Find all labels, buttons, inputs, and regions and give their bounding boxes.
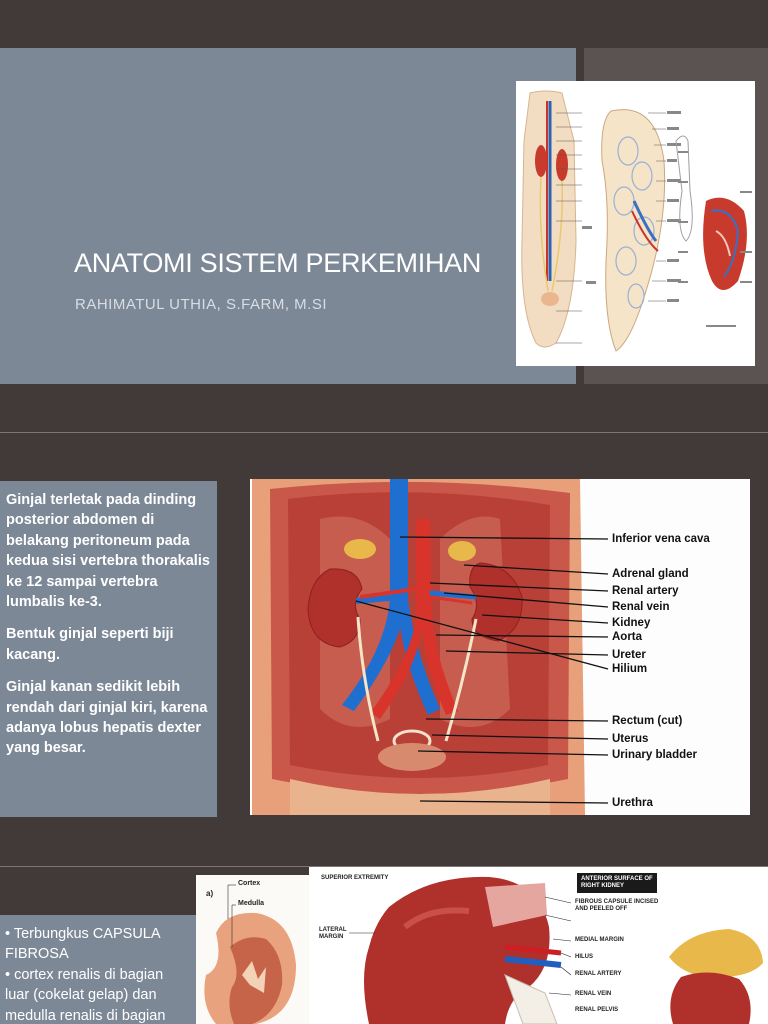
paragraph-location: Ginjal terletak pada dinding posterior abdomen di belakang peritoneum pada kedua sisi vertebra thorakalis ke 12 sampai vertebra lumbalis ke-3. bbox=[6, 492, 210, 611]
description-panel bbox=[0, 481, 217, 817]
label-urethra: Urethra bbox=[612, 797, 653, 809]
label-hilus: HILUS bbox=[575, 954, 593, 960]
label-renal-artery: RENAL ARTERY bbox=[575, 971, 622, 977]
kidney-section-figure bbox=[196, 875, 309, 1024]
slide-title: ANATOMI SISTEM PERKEMIHAN bbox=[74, 248, 482, 278]
label-fibrous-capsule: FIBROUS CAPSULE INCISED AND PEELED OFF bbox=[575, 899, 659, 912]
label-medial-margin: MEDIAL MARGIN bbox=[575, 937, 624, 943]
title-band bbox=[0, 48, 576, 384]
label-renal-vein: Renal vein bbox=[612, 601, 670, 613]
right-kidney-drawing bbox=[309, 867, 768, 1024]
label-anterior-surface: ANTERIOR SURFACE OF RIGHT KIDNEY bbox=[581, 876, 653, 889]
label-medulla: Medulla bbox=[238, 900, 265, 907]
abdomen-drawing bbox=[250, 479, 750, 815]
slide-subtitle: RAHIMATUL UTHIA, S.FARM, M.SI bbox=[75, 296, 328, 313]
label-lateral-margin: LATERAL MARGIN bbox=[319, 927, 347, 940]
kidney-structure-slide bbox=[0, 867, 768, 1024]
label-rectum: Rectum (cut) bbox=[612, 715, 683, 727]
label-uterus: Uterus bbox=[612, 733, 649, 745]
label-cortex: Cortex bbox=[238, 880, 261, 887]
panel-letter: a) bbox=[206, 889, 214, 898]
label-renal-pelvis: RENAL PELVIS bbox=[575, 1007, 619, 1013]
bullet-panel bbox=[0, 915, 196, 1024]
label-ureter: Ureter bbox=[612, 649, 646, 661]
abdominal-anatomy-figure bbox=[250, 479, 750, 815]
kidney-location-slide bbox=[0, 433, 768, 866]
label-renal-vein: RENAL VEIN bbox=[575, 991, 612, 997]
bullet-capsula: • Terbungkus CAPSULA FIBROSA bbox=[5, 926, 160, 963]
label-renal-artery: Renal artery bbox=[612, 585, 679, 597]
bullet-cortex: • cortex renalis di bagian luar (cokelat gelap) dan medulla renalis di bagian bbox=[5, 966, 166, 1024]
label-adrenal-gland: Adrenal gland bbox=[612, 568, 689, 580]
urinary-system-illustration bbox=[516, 81, 755, 366]
label-superior-extremity: SUPERIOR EXTREMITY bbox=[321, 875, 389, 881]
label-inferior-vena-cava: Inferior vena cava bbox=[612, 533, 710, 545]
label-kidney: Kidney bbox=[612, 617, 651, 629]
label-aorta: Aorta bbox=[612, 631, 643, 643]
paragraph-right-kidney: Ginjal kanan sedikit lebih rendah dari ginjal kiri, karena adanya lobus hepatis dexter yang besar. bbox=[6, 679, 208, 757]
right-kidney-anterior-figure bbox=[309, 867, 768, 1024]
urinary-system-drawing bbox=[516, 81, 755, 366]
label-hilium: Hilium bbox=[612, 663, 648, 675]
label-urinary-bladder: Urinary bladder bbox=[612, 749, 697, 761]
title-slide bbox=[0, 0, 768, 432]
paragraph-shape: Bentuk ginjal seperti biji kacang. bbox=[6, 626, 174, 663]
